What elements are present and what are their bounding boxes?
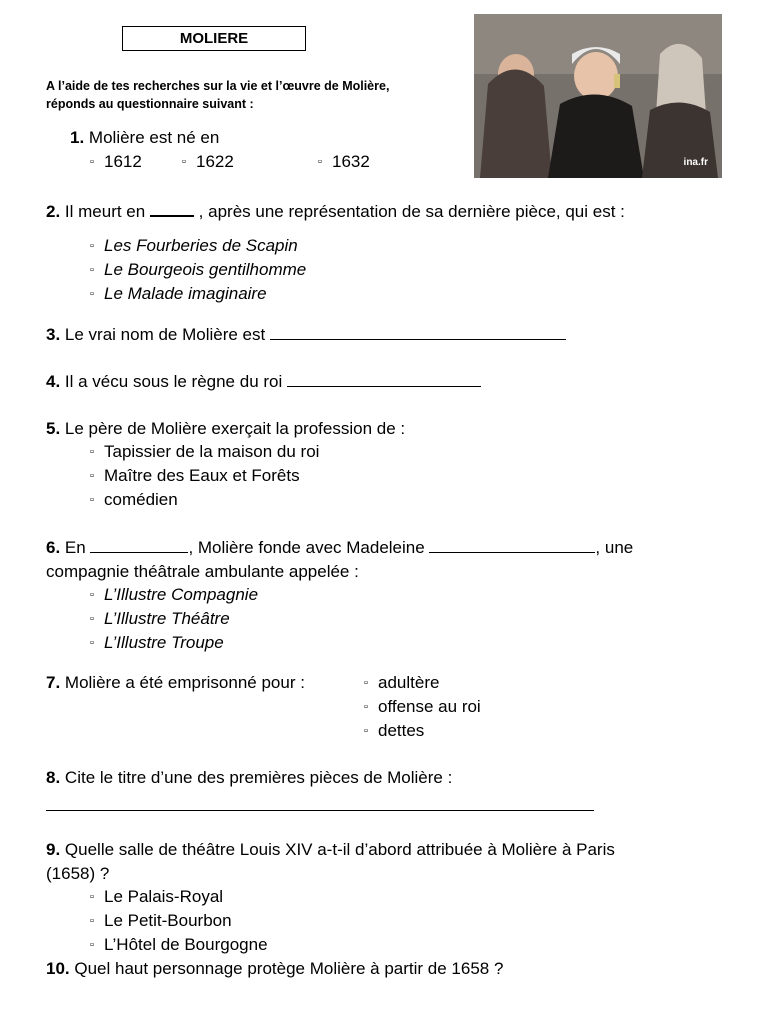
q6-option-3[interactable]: ▫ L’Illustre Troupe xyxy=(90,633,224,652)
q5-option-1[interactable]: ▫ Tapissier de la maison du roi xyxy=(90,442,320,461)
question-1-text: Molière est né en xyxy=(88,128,220,147)
moliere-photo xyxy=(474,14,722,178)
question-4: 4. Il a vécu sous le règne du roi xyxy=(46,372,481,392)
q6-option-1[interactable]: ▫ L’Illustre Compagnie xyxy=(90,585,259,604)
q1-option-1[interactable]: ▫ 1612 xyxy=(90,152,142,171)
question-5: 5. Le père de Molière exerçait la profession de : xyxy=(46,419,406,438)
intro-line-1: A l’aide de tes recherches sur la vie et l’œuvre de Molière, xyxy=(46,79,390,93)
question-1-number: 1. xyxy=(70,128,85,147)
question-2-number: 2. xyxy=(46,202,61,221)
question-3: 3. Le vrai nom de Molière est xyxy=(46,325,566,345)
q2-option-3[interactable]: ▫ Le Malade imaginaire xyxy=(90,284,267,303)
q7-option-1[interactable]: ▫ adultère xyxy=(364,673,440,692)
q9-option-2[interactable]: ▫ Le Petit-Bourbon xyxy=(90,911,232,930)
question-8: 8. Cite le titre d’une des premières pièces de Molière : xyxy=(46,768,453,787)
question-9-line-2: (1658) ? xyxy=(46,864,110,883)
q2-option-1[interactable]: ▫ Les Fourberies de Scapin xyxy=(90,236,298,255)
q6-option-2[interactable]: ▫ L’Illustre Théâtre xyxy=(90,609,230,628)
q1-option-2[interactable]: ▫ 1622 xyxy=(182,152,234,171)
q6-year-blank[interactable] xyxy=(90,538,188,553)
q5-option-2[interactable]: ▫ Maître des Eaux et Forêts xyxy=(90,466,300,485)
question-6: 6. En , Molière fonde avec Madeleine , une xyxy=(46,538,634,557)
q7-option-2[interactable]: ▫ offense au roi xyxy=(364,697,481,716)
question-10: 10. Quel haut personnage protège Molière à partir de 1658 ? xyxy=(46,959,504,978)
q4-answer-blank[interactable] xyxy=(287,372,481,387)
q3-answer-blank[interactable] xyxy=(270,325,566,340)
worksheet-title: MOLIERE xyxy=(122,26,306,51)
intro-line-2: réponds au questionnaire suivant : xyxy=(46,97,254,111)
question-6-line-2: compagnie théâtrale ambulante appelée : xyxy=(46,562,359,581)
q9-option-1[interactable]: ▫ Le Palais-Royal xyxy=(90,887,224,906)
question-1 xyxy=(70,128,219,148)
question-9: 9. Quelle salle de théâtre Louis XIV a-t-il d’abord attribuée à Molière à Paris xyxy=(46,840,615,859)
q2-year-blank[interactable] xyxy=(150,201,194,217)
q5-option-3[interactable]: ▫ comédien xyxy=(90,490,178,509)
q7-option-3[interactable]: ▫ dettes xyxy=(364,721,425,740)
photo-watermark: ina.fr xyxy=(683,157,708,168)
q2-option-2[interactable]: ▫ Le Bourgeois gentilhomme xyxy=(90,260,307,279)
q9-option-3[interactable]: ▫ L’Hôtel de Bourgogne xyxy=(90,935,268,954)
q8-answer-blank[interactable] xyxy=(46,796,594,811)
q6-name-blank[interactable] xyxy=(429,538,595,553)
question-2: 2. Il meurt en , après une représentation de sa dernière pièce, qui est : xyxy=(46,202,625,221)
question-7: 7. Molière a été emprisonné pour : xyxy=(46,673,305,692)
q1-option-3[interactable]: ▫ 1632 xyxy=(318,152,370,171)
